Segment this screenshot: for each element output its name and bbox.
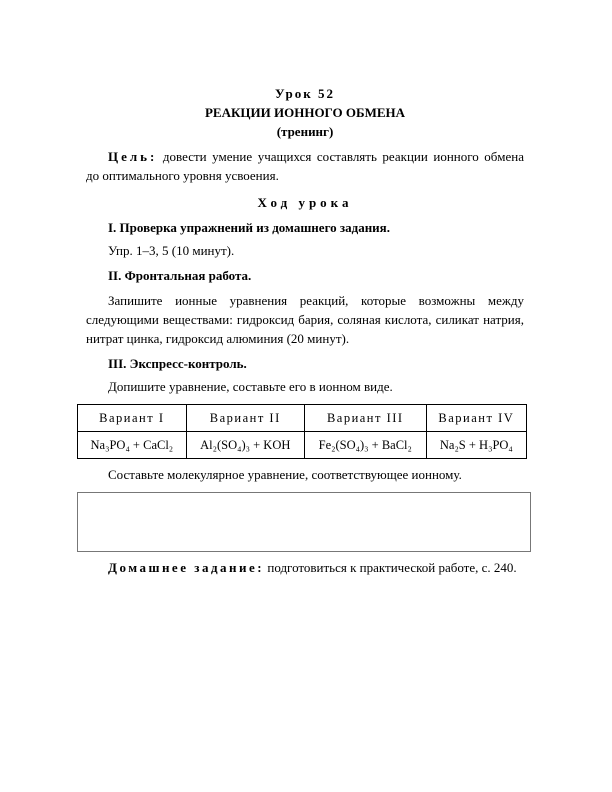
section-1-text: Упр. 1–3, 5 (10 минут). — [108, 243, 235, 258]
section-2-text: Запишите ионные уравнения реакций, которые возможны между следующими веществами: гидроксид бария, соляная кислота, силикат натрия, нитрат цинка, гидроксид алюминия (20 минут). — [86, 293, 524, 346]
section-3-text: Допишите уравнение, составьте его в ионном виде. — [108, 379, 393, 394]
homework-paragraph — [86, 558, 524, 577]
answer-box[interactable] — [77, 492, 531, 552]
worksheet — [86, 84, 524, 577]
goal-paragraph — [86, 147, 524, 185]
goal-text: довести умение учащихся составлять реакции ионного обмена до оптимального уровня усвоения. — [86, 149, 524, 183]
lesson-topic: РЕАКЦИИ ИОННОГО ОБМЕНА — [204, 105, 406, 120]
variants-header-row — [78, 405, 527, 432]
variant-2-header: Вариант II — [186, 405, 304, 432]
molecular-task: Составьте молекулярное уравнение, соответствующее ионному. — [108, 467, 462, 482]
homework-text: подготовиться к практической работе, с. 240. — [264, 560, 517, 575]
variant-2-equation: Al₂(SO₄)₃ + KOH — [186, 432, 304, 459]
section-2-title: II. Фронтальная работа. — [108, 268, 252, 283]
variants-equation-row — [78, 432, 527, 459]
variant-1-header: Вариант I — [78, 405, 187, 432]
variant-3-equation: Fe₂(SO₄)₃ + BaCl₂ — [304, 432, 426, 459]
variant-1-equation: Na₃PO₄ + CaCl₂ — [78, 432, 187, 459]
lesson-number: Урок 52 — [275, 86, 335, 101]
course-title: Ход урока — [257, 195, 353, 210]
lesson-subtitle: (тренинг) — [276, 124, 334, 139]
variants-table — [77, 404, 527, 459]
variant-4-header: Вариант IV — [426, 405, 526, 432]
goal-label: Цель: — [108, 149, 158, 164]
section-3-title: III. Экспресс-контроль. — [108, 356, 247, 371]
section-1-title: I. Проверка упражнений из домашнего задания. — [108, 220, 390, 235]
variant-4-equation: Na₂S + H₃PO₄ — [426, 432, 526, 459]
variant-3-header: Вариант III — [304, 405, 426, 432]
homework-label: Домашнее задание: — [108, 560, 265, 575]
